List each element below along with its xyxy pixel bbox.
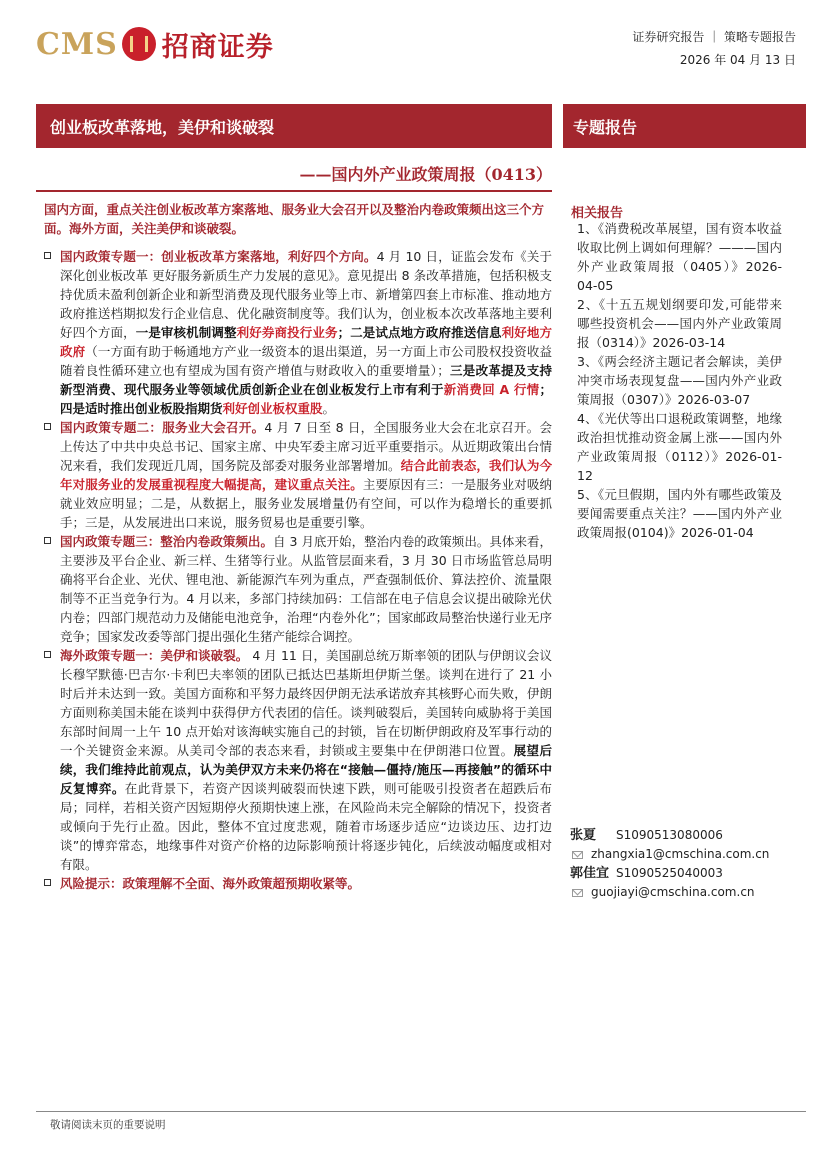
para-highlight: 结合此前表态，我们认为今年对服务业的发展重视程度大幅提高，建议重点关注。 xyxy=(60,458,552,492)
para-text: 4 月 11 日，美国副总统万斯率领的团队与伊朗议会议长穆罕默德·巴吉尔·卡利巴夫率领的团队已抵达巴基斯坦伊斯兰堡。谈判在进行了 21 小时后并未达到一致。美国方面称和平努力最终因伊朗无法承诺放弃其核野心而失败，伊朗方面则称美国未能在谈判中获得伊方代表团的信任。谈判破裂后，美国转向威胁将于美国东部时间周一上午 10 点开始对该海峡实施自己的封锁，旨在切断伊朗政府及军事行动的一个关键资金来源。从美司令部的表态来看，封锁或主要集中在伊朗港口位置。 xyxy=(60,648,552,758)
brand-logo xyxy=(36,24,274,64)
related-item[interactable]: 1、《消费税改革展望，国有资本收益收取比例上调如何理解？———国内外产业政策周报（0405）》2026-04-05 xyxy=(577,221,782,293)
para-bold: 三是改革提及支持新型消费、现代服务业等领域优质创新企业在创业板发行上市有利于 xyxy=(60,363,552,397)
analyst-email-row xyxy=(570,845,800,864)
analyst-email-row xyxy=(570,883,800,902)
related-item[interactable]: 5、《元旦假期，国内外有哪些政策及要闻需要重点关注？——国内外产业政策周报(0104)》2026-01-04 xyxy=(577,487,782,540)
para-text: （一方面有助于畅通地方产业一级资本的退出渠道，另一方面上市公司股权投资收益随着良性循环建立也有望成为国有资产增值与财政收入的重要增量）； xyxy=(60,344,552,378)
main-body xyxy=(44,247,552,893)
brand-emblem-icon xyxy=(122,27,156,61)
analyst-name: 张夏 xyxy=(570,828,597,843)
related-item[interactable]: 2、《十五五规划纲要印发,可能带来哪些投资机会——国内外产业政策周报（0314）》2026-03-14 xyxy=(577,297,782,350)
paragraph-topic-1 xyxy=(44,247,552,418)
analyst-name: 郭佳宜 xyxy=(570,866,610,881)
para-bold: ；二是试点地方政府推送信息 xyxy=(337,325,502,340)
bullet-icon xyxy=(44,537,51,544)
paragraph-overseas-1 xyxy=(44,646,552,874)
para-text: 。 xyxy=(322,401,336,416)
report-date: 2026 年 04 月 13 日 xyxy=(679,53,796,67)
para-lead: 风险提示：政策理解不全面、海外政策超预期收紧等。 xyxy=(60,876,361,891)
bullet-icon xyxy=(44,879,51,886)
report-header xyxy=(632,26,796,72)
para-text: 自 3 月底开始，整治内卷的政策频出。具体来看，主要涉及平台企业、新三样、生猪等行业。从监管层面来看，3 月 30 日市场监管总局明确将平台企业、光伏、锂电池、新能源汽车列为重点，严查强制低价、算法控价、流量限制等不正当竞争行为。4 月以来，多部门持续加码：工信部在电子信息会议提出破除光伏内卷；四部门规范动力及储能电池竞争，治理“内卷外化”；国家邮政局整治快递行业无序竞争；国家发改委等部门提出强化生猪产能综合调控。 xyxy=(60,534,552,644)
paragraph-topic-3 xyxy=(44,532,552,646)
para-highlight: 利好券商投行业务 xyxy=(236,325,338,340)
para-highlight: 利好地方政府 xyxy=(60,325,552,359)
para-bold: ； 四是适时推出创业板股指期货 xyxy=(60,382,552,416)
related-list xyxy=(577,219,782,542)
brand-cn: 招商证券 xyxy=(161,31,274,63)
para-lead: 海外政策专题一：美伊和谈破裂。 xyxy=(60,648,249,663)
page-title: 创业板改革落地，美伊和谈破裂 xyxy=(50,118,275,137)
analyst-row xyxy=(570,864,800,883)
brand-latin: CMS xyxy=(36,26,118,62)
analyst-row xyxy=(570,826,800,845)
bullet-icon xyxy=(44,651,51,658)
summary: 国内方面，重点关注创业板改革方案落地、服务业大会召开以及整治内卷政策频出这三个方面。海外方面，关注美伊和谈破裂。 xyxy=(44,202,545,236)
para-highlight: 利好创业板权重股 xyxy=(222,401,323,416)
para-text: 4 月 10 日，证监会发布《关于深化创业板改革 更好服务新质生产力发展的意见》。意见提出 8 条改革措施，包括积极支持优质未盈利创新企业和新型消费及现代服务业等上市、新增第四套上市标准、推动地方政府推送档期拟发行企业信息、优化融资制度等。我们认为，创业板本次改革落地主要利好四个方面， xyxy=(60,249,552,340)
analyst-email[interactable]: zhangxia1@cmschina.com.cn xyxy=(591,847,770,861)
paragraph-risk xyxy=(44,874,552,893)
side-label: 专题报告 xyxy=(573,118,638,137)
para-text: 主要原因有三：一是服务业对吸纳就业效应明显；二是，从数据上，服务业发展增量仍有空间，可以作为稳增长的重要抓手；三是，从发展进出口来说，服务贸易也是重要引擎。 xyxy=(60,477,552,530)
para-text: 在此背景下，若资产因谈判破裂而快速下跌，则可能吸引投资者在超跌后布局；同样，若相关资产因短期停火预期快速上涨，在风险尚未完全解除的情况下，投资者或倾向于先行止盈。因此，整体不宜过度悲观，随着市场逐步适应“边谈边压、边打边谈”的博弈常态，地缘事件对资产价格的边际影响预计将逐步钝化，后续波动幅度或相对有限。 xyxy=(60,781,552,872)
para-highlight: 新消费回 A 行情 xyxy=(443,382,540,397)
para-lead: 国内政策专题三：整治内卷政策频出。 xyxy=(60,534,273,549)
related-item[interactable]: 4、《光伏等出口退税政策调整，地缘政治担忧推动资金属上涨——国内外产业政策周报（0112）》2026-01-12 xyxy=(577,411,782,483)
analyst-email[interactable]: guojiayi@cmschina.com.cn xyxy=(591,885,755,899)
paragraph-topic-2 xyxy=(44,418,552,532)
bullet-icon xyxy=(44,423,51,430)
para-lead: 国内政策专题二：服务业大会召开。 xyxy=(60,420,265,435)
divider xyxy=(36,190,552,192)
para-text: 4 月 7 日至 8 日，全国服务业大会在北京召开。会上传达了中共中央总书记、国家主席、中央军委主席习近平重要指示。从近期政策出台情况来看，我们发现近几周，国务院及部委对服务业部署增加。 xyxy=(60,420,552,473)
related-item[interactable]: 3、《两会经济主题记者会解读，美伊冲突市场表现复盘——国内外产业政策周报（0307）》2026-03-07 xyxy=(577,354,782,407)
footer-note: 敬请阅读末页的重要说明 xyxy=(50,1119,166,1131)
para-bold: 一是审核机制调整 xyxy=(135,325,237,340)
mail-icon xyxy=(572,851,583,859)
para-lead: 国内政策专题一：创业板改革方案落地，利好四个方向。 xyxy=(60,249,377,264)
para-bold: 展望后续，我们维持此前观点，认为美伊双方未来仍将在“接触—僵持/施压—再接触”的循环中反复博弈。 xyxy=(60,743,552,796)
bullet-icon xyxy=(44,252,51,259)
page-subtitle: ——国内外产业政策周报（0413） xyxy=(299,165,552,184)
side-banner xyxy=(563,104,806,148)
title-banner xyxy=(36,104,552,148)
mail-icon xyxy=(572,889,583,897)
analyst-id: S1090513080006 xyxy=(616,828,723,842)
report-type: 证券研究报告 ｜ 策略专题报告 xyxy=(632,30,796,44)
related-title: 相关报告 xyxy=(571,206,624,221)
analyst-block xyxy=(570,826,800,902)
analyst-id: S1090525040003 xyxy=(616,866,723,880)
footer-divider xyxy=(36,1111,806,1112)
